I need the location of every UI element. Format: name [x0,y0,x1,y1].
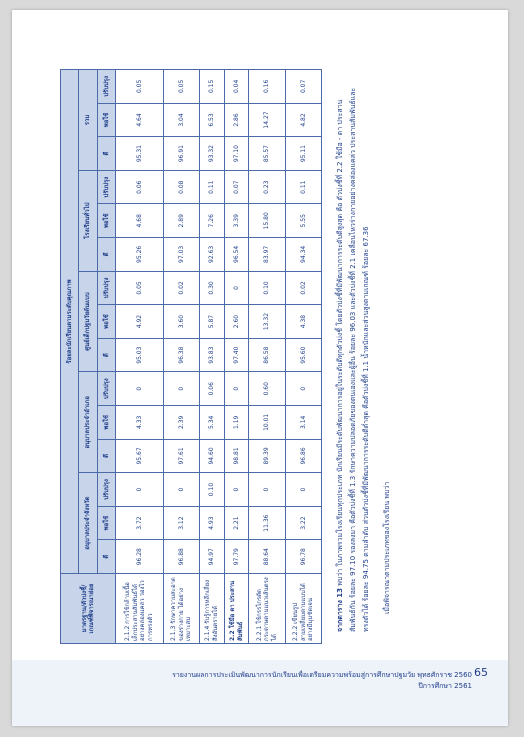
table-cell: 15.80 [249,204,285,238]
table-cell: 13.32 [249,305,285,339]
table-cell: 98.81 [224,439,249,473]
table-cell: 0 [224,473,249,507]
table-cell: 4.68 [116,204,164,238]
table-cell: 96.28 [116,540,164,574]
body-text [334,80,394,632]
table-cell: 96.88 [163,540,199,574]
row-label: 2.1.2 การใช้กล้ามเนื้อเล็กประสานสัมพันธ์ได้อย่างคล่องแคล่ว ว่องไว การทรงตัว [116,574,164,644]
table-cell: 3.22 [285,506,321,540]
table-cell: 0 [163,473,199,507]
table-cell: 14.27 [249,103,285,137]
table-cell: 96.38 [163,338,199,372]
table-cell: 0 [116,473,164,507]
table-cell: 95.67 [116,439,164,473]
table-cell: 97.10 [224,137,249,171]
table-cell: 10.01 [249,406,285,440]
table-cell: 0.05 [116,271,164,305]
table-cell: 0.05 [163,70,199,104]
table-row [200,70,225,644]
header-level: ดี [98,338,116,372]
table-cell: 3.39 [224,204,249,238]
table-cell: 97.79 [224,540,249,574]
table-row [249,70,285,644]
table-cell: 0 [249,473,285,507]
results-table [60,69,322,644]
table-cell: 95.03 [116,338,164,372]
header-level: พอใช้ [98,305,116,339]
row-label: 2.1.3 รักษาความสะอาดของร่างกาย ได้อย่างเหมาะสม [163,574,199,644]
table-cell: 2.89 [163,204,199,238]
header-level: พอใช้ [98,204,116,238]
table-cell: 2.39 [163,406,199,440]
running-head-line1: รายงานผลการประเมินพัฒนาการนักเรียนเพื่อเตรียมความพร้อมสู่การศึกษาปฐมวัย พุทธศักราช 2560 [172,671,472,679]
table-cell: 0.30 [200,271,225,305]
table-cell: 88.64 [249,540,285,574]
table-cell: 4.93 [200,506,225,540]
header-level: พอใช้ [98,406,116,440]
table-row [163,70,199,644]
table-cell: 0.08 [163,170,199,204]
header-level: ปรับปรุง [98,170,116,204]
row-label: 2.2 ใช้มือ ตา ประสานสัมพันธ์ [224,574,249,644]
header-level: ดี [98,238,116,272]
table-cell: 0.10 [200,473,225,507]
table-cell: 95.26 [116,238,164,272]
table-cell: 0.23 [249,170,285,204]
table-cell: 6.53 [200,103,225,137]
header-group: อนุบาลประจำจังหวัด [79,473,98,574]
document-page [12,10,508,726]
table-cell: 0.07 [285,70,321,104]
header-group: โรงเรียนทั่วไป [79,170,98,271]
header-level: ดี [98,540,116,574]
table-cell: 0 [163,372,199,406]
header-level: พอใช้ [98,103,116,137]
table-cell: 97.40 [224,338,249,372]
table-cell: 3.04 [163,103,199,137]
table-cell: 0.11 [285,170,321,204]
table-cell: 0 [285,473,321,507]
table-cell: 96.86 [285,439,321,473]
header-level: ดี [98,439,116,473]
running-head-line2: ปีการศึกษา 2561 [418,682,472,690]
table-cell: 0.06 [116,170,164,204]
table-cell: 4.38 [285,305,321,339]
table-cell: 5.87 [200,305,225,339]
table-cell: 92.63 [200,238,225,272]
table-cell: 2.21 [224,506,249,540]
table-cell: 95.60 [285,338,321,372]
paragraph-text: พบว่า ในภาพรวมโรงเรียนทุกประเภท นักเรียนมีระดับพัฒนาการอยู่ในระดับดีทุกตัวบ่งชี้ โดยตัวบ่งชี้ที่มีพัฒนาการระดับดีสูงสุด คือ ตัวบ่งชี้ที่ 2.2 ใช้มือ - ตา ประสานสัมพันธ์กัน ร้อยละ 97.10 รองลงมา คือตัวบ่งชี้ที่ 1.3 รักษาความปลอดภัยของตนเองและผู้อื่น ร้อยละ 96.03 และตัวบ่งชี้ที่ 2.1 เคลื่อนไหวร่างกายอย่างคล่องแคล่ว ประสานสัมพันธ์และทรงตัวได้ ร้อยละ 94.75 ตามลำดับ ส่วนตัวบ่งชี้ที่มีพัฒนาการระดับดีต่ำสุด คือตัวบ่งชี้ที่ 1.1 น้ำหนักและส่วนสูงตามเกณฑ์ ร้อยละ 67.36 [336,87,370,632]
table-cell: 3.12 [163,506,199,540]
header-level: ปรับปรุง [98,473,116,507]
table-cell: 5.55 [285,204,321,238]
header-level: ปรับปรุง [98,70,116,104]
table-cell: 0 [116,372,164,406]
table-cell: 96.91 [163,137,199,171]
table-cell: 0 [224,271,249,305]
table-cell: 86.58 [249,338,285,372]
table-cell: 0.07 [224,170,249,204]
running-head [132,670,472,692]
header-level: ปรับปรุง [98,271,116,305]
table-cell: 4.82 [285,103,321,137]
table-cell: 3.72 [116,506,164,540]
table-cell: 7.26 [200,204,225,238]
table-cell: 95.31 [116,137,164,171]
table-row [116,70,164,644]
table-cell: 93.32 [200,137,225,171]
table-cell: 0.10 [249,271,285,305]
table-cell: 4.92 [116,305,164,339]
table-cell: 94.34 [285,238,321,272]
table-row [285,70,321,644]
table-cell: 1.19 [224,406,249,440]
table-cell: 0.15 [200,70,225,104]
table-cell: 0.05 [116,70,164,104]
table-cell: 4.64 [116,103,164,137]
table-cell: 97.03 [163,238,199,272]
table-cell: 96.78 [285,540,321,574]
table-cell: 4.33 [116,406,164,440]
header-group: อนุบาลประจำอำเภอ [79,372,98,473]
table-cell: 85.57 [249,137,285,171]
table-cell: 94.97 [200,540,225,574]
summary-paragraph [334,80,373,632]
table-cell: 0.11 [200,170,225,204]
table-cell: 11.36 [249,506,285,540]
table-cell: 83.97 [249,238,285,272]
table-cell: 0.06 [200,372,225,406]
table-cell: 0 [285,372,321,406]
table-cell: 89.39 [249,439,285,473]
page-number: 65 [474,666,488,679]
paragraph-lead: จากตาราง 13 [336,587,344,632]
header-level: พอใช้ [98,506,116,540]
row-label: 2.1.4 รับรู้การหลีกเลี่ยงสิ่งอันตรายได้ [200,574,225,644]
table-cell: 95.11 [285,137,321,171]
header-level: ปรับปรุง [98,372,116,406]
table-cell: 5.34 [200,406,225,440]
table-cell: 0 [224,372,249,406]
table-cell: 0.16 [249,70,285,104]
header-group-title: ร้อยละนักเรียนตามระดับคุณภาพ [61,70,79,574]
table-cell: 0.04 [224,70,249,104]
table-cell: 0.02 [163,271,199,305]
table-cell: 94.60 [200,439,225,473]
table-cell: 93.83 [200,338,225,372]
table-cell: 0.02 [285,271,321,305]
table-cell: 3.14 [285,406,321,440]
row-label: 2.2.2 เขียนรูปสามเหลี่ยมตามแบบได้อย่างมีมุมชัดเจน [285,574,321,644]
table-row [224,70,249,644]
rotated-content [60,70,460,644]
row-label: 2.2.1 ใช้กรรไกรตัดกระดาษตามแนวเส้นตรงได้ [249,574,285,644]
table-cell: 96.54 [224,238,249,272]
header-criteria: มาตรฐาน/ตัวบ่งชี้/ เกณฑ์พิจารณาย่อย [61,574,116,644]
header-group: ศูนย์เด็กปฐมวัยต้นแบบ [79,271,98,372]
table-cell: 2.86 [224,103,249,137]
table-cell: 97.61 [163,439,199,473]
table-cell: 3.60 [163,305,199,339]
header-level: ดี [98,137,116,171]
header-group: รวม [79,70,98,171]
section-intro: เมื่อพิจารณาตามประเภทของโรงเรียน พบว่า [383,481,391,614]
table-cell: 2.60 [224,305,249,339]
table-cell: 0.60 [249,372,285,406]
